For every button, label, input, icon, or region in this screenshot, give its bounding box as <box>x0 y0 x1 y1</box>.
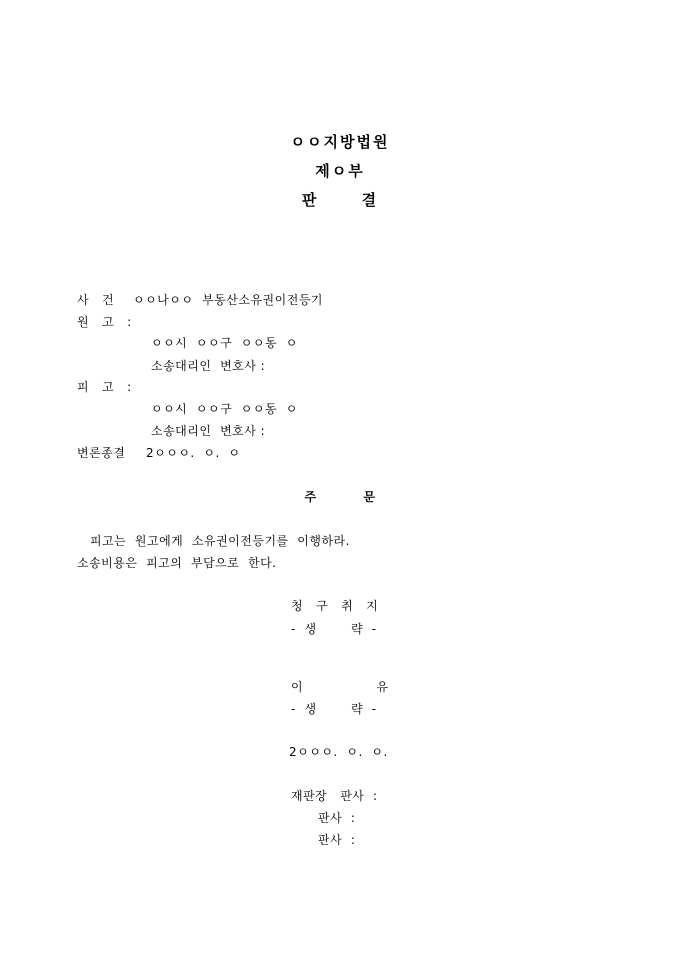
order-heading: 주 문 <box>304 490 376 504</box>
reason-omitted: - 생 략 - <box>291 702 377 716</box>
plaintiff-label: 원 고 : <box>77 315 132 329</box>
presiding-judge: 재판장 판사 : <box>291 789 378 803</box>
reason-heading: 이 유 <box>291 680 389 694</box>
division-name: 제ㅇ부 <box>315 162 365 180</box>
claim-omitted: - 생 략 - <box>291 622 377 636</box>
closing-label: 변론종결 <box>77 446 126 460</box>
case-value: ㅇㅇ나ㅇㅇ 부동산소유권이전등기 <box>133 293 324 307</box>
order-line-2: 소송비용은 피고의 부담으로 한다. <box>77 556 277 570</box>
closing-date: 2ㅇㅇㅇ. ㅇ. ㅇ <box>146 446 241 460</box>
judge-1: 판사 : <box>318 811 356 825</box>
document-type: 판 결 <box>301 191 379 209</box>
plaintiff-address: ㅇㅇ시 ㅇㅇ구 ㅇㅇ동 ㅇ <box>151 336 298 350</box>
judge-2: 판사 : <box>318 833 356 847</box>
defendant-label: 피 고 : <box>77 380 132 394</box>
court-name: ㅇㅇ지방법원 <box>290 133 390 151</box>
defendant-address: ㅇㅇ시 ㅇㅇ구 ㅇㅇ동 ㅇ <box>151 402 298 416</box>
plaintiff-counsel: 소송대리인 변호사 : <box>151 359 266 373</box>
order-line-1: 피고는 원고에게 소유권이전등기를 이행하라. <box>90 534 350 548</box>
claim-heading: 청 구 취 지 <box>291 599 379 613</box>
defendant-counsel: 소송대리인 변호사 : <box>151 424 266 438</box>
signature-date: 2ㅇㅇㅇ. ㅇ. ㅇ. <box>289 745 388 759</box>
case-label: 사 건 <box>77 293 115 307</box>
